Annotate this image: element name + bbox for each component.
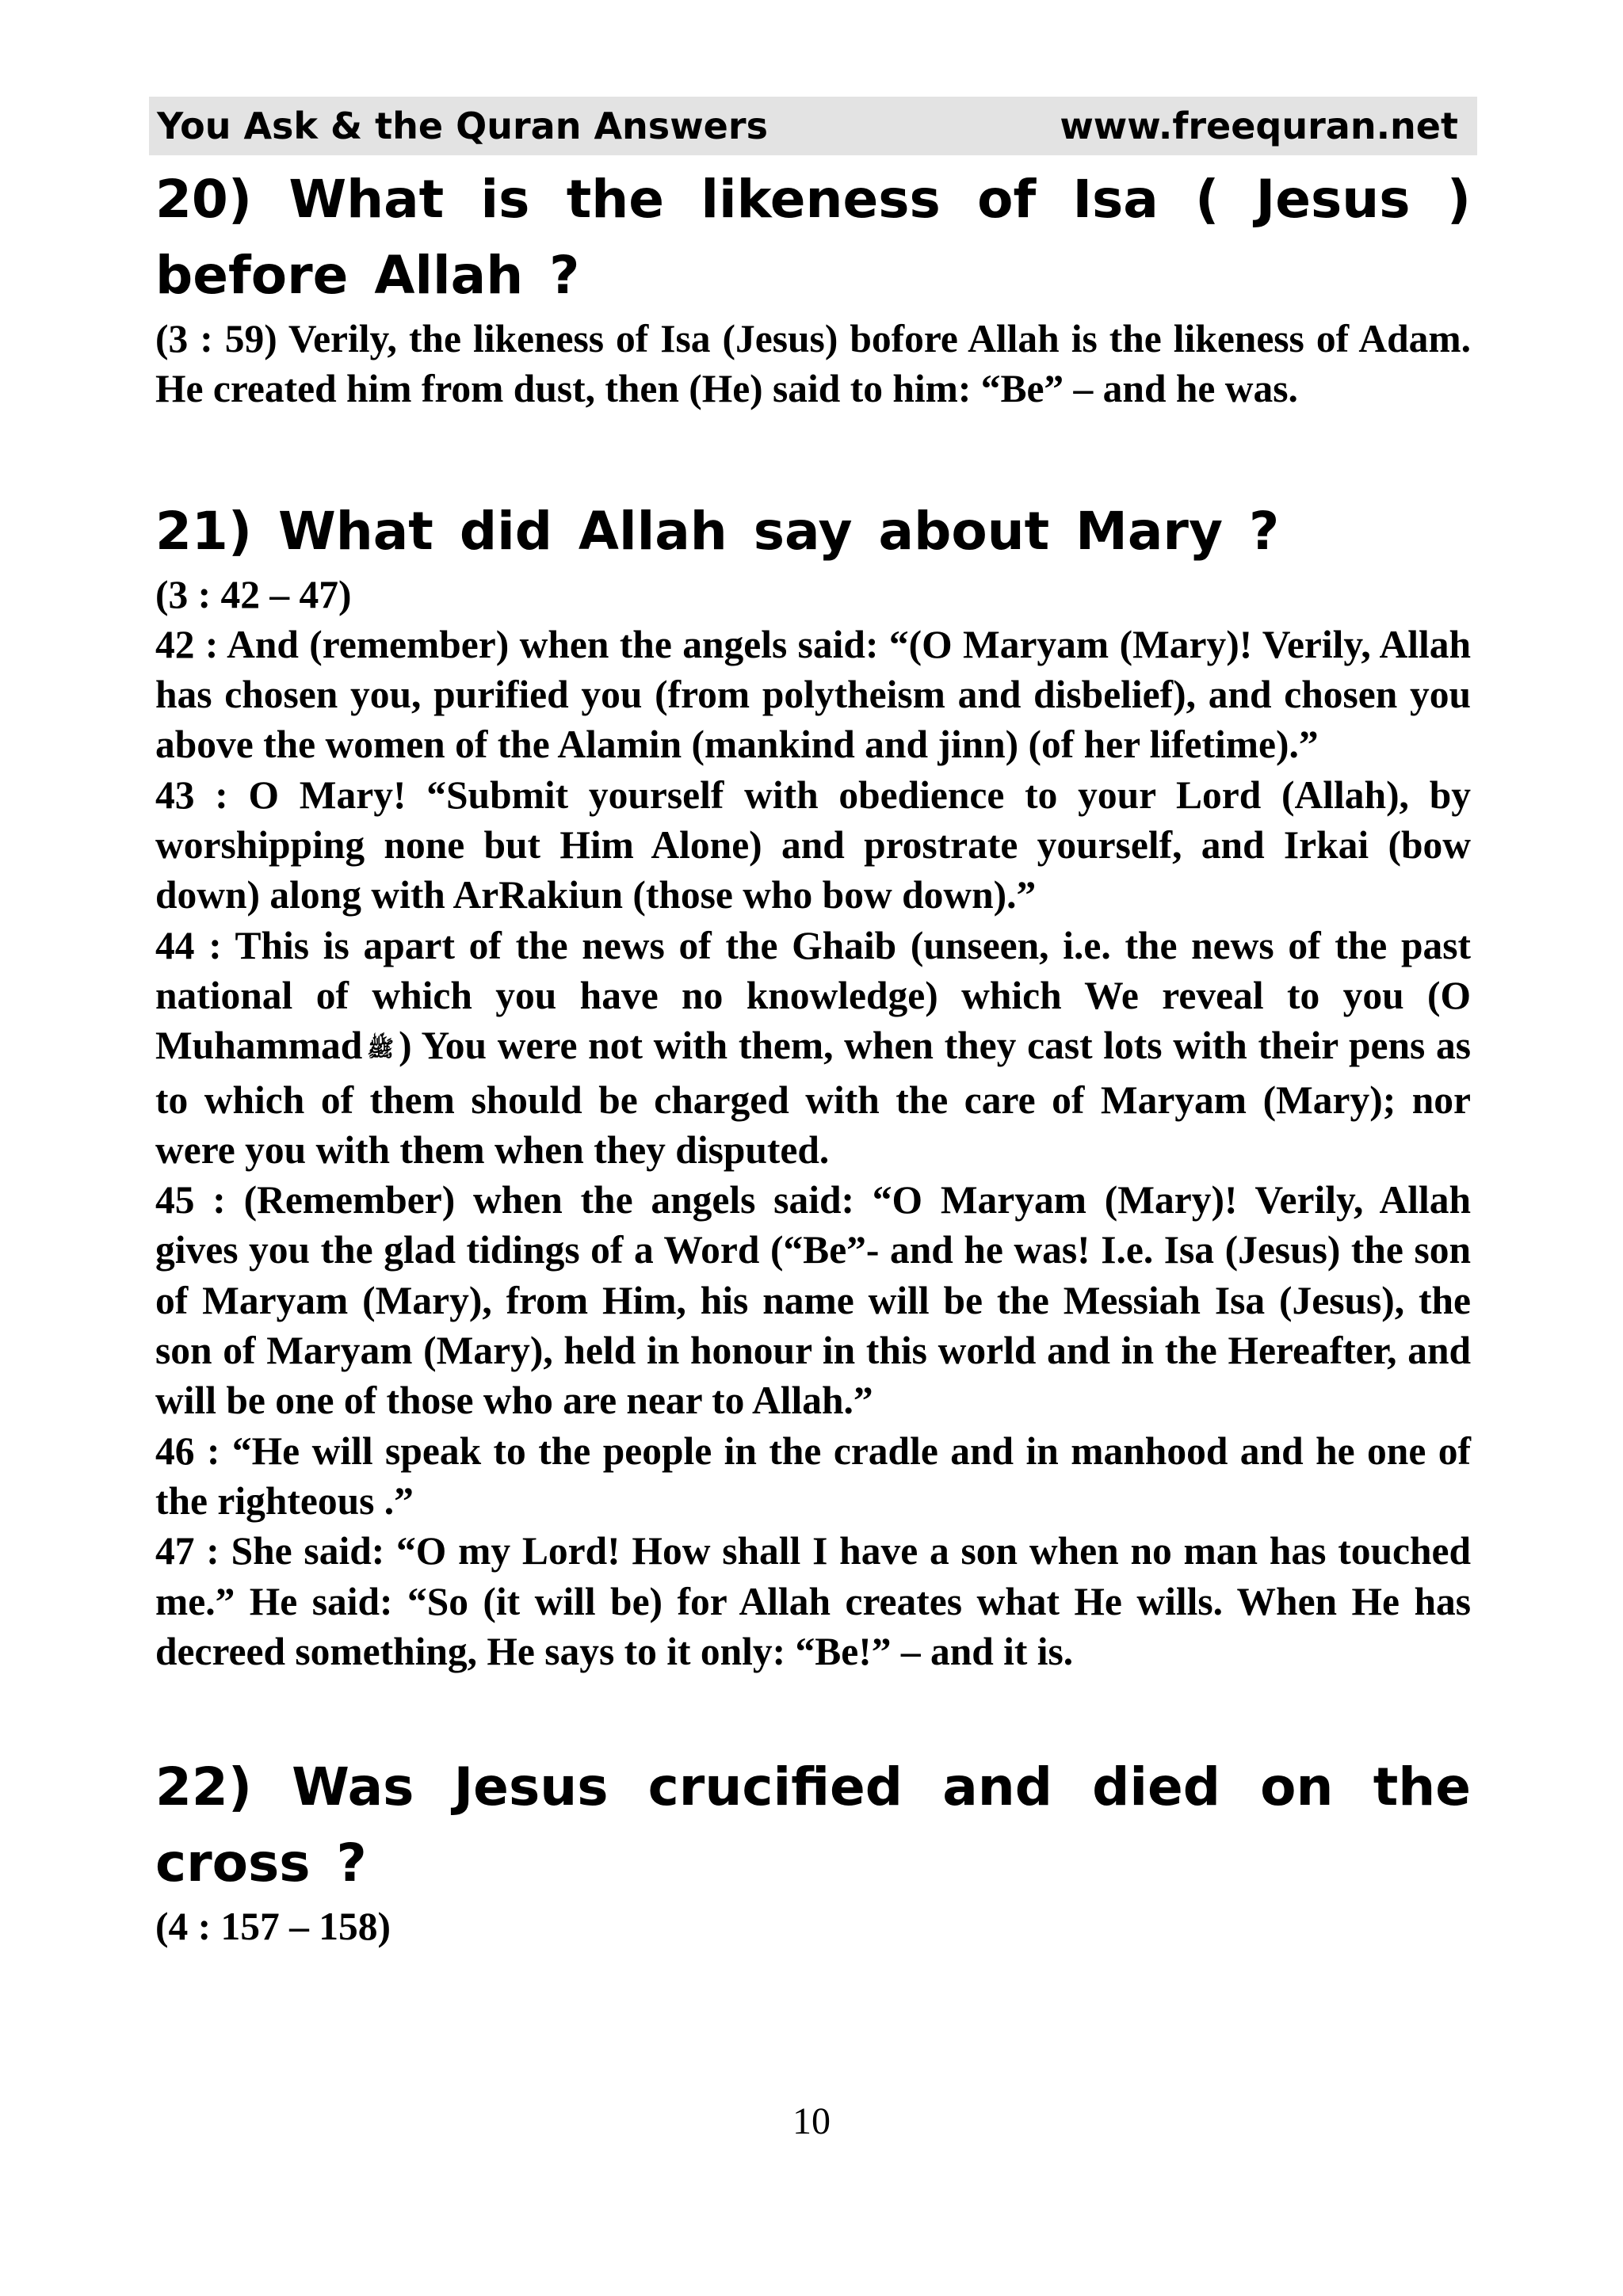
section-spacer (155, 1676, 1471, 1749)
verse-reference: (3 : 42 – 47) (155, 572, 352, 616)
running-header (149, 97, 1477, 155)
page-number: 10 (792, 2100, 831, 2142)
question-heading-21: 21) What did Allah say about Mary ? (155, 500, 1280, 562)
verse-44 (155, 921, 1471, 1175)
verse-3-59: (3 : 59) Verily, the likeness of Isa (Jesus) bofore Allah is the likeness of Adam. He created him from dust, then (He) said to him: “Be” – and he was. (155, 317, 1471, 411)
question-heading-20: 20) What is the likeness of Isa ( Jesus ) before Allah ? (155, 169, 1471, 306)
book-title: You Ask & the Quran Answers (157, 105, 768, 147)
verse-43: 43 : O Mary! “Submit yourself with obedience to your Lord (Allah), by worshipping none but Him Alone) and prostrate yourself, and Irkai (bow down) along with ArRakiun (those who bow down).” (155, 772, 1471, 917)
verse-44-part-2: ) You were not with them, when they cast lots with their pens as to which of them should be charged with the care of Maryam (Mary); nor were you with them when they disputed. (155, 1024, 1471, 1172)
honorific-symbol: ﷺ (367, 1037, 395, 1062)
question-heading-22: 22) Was Jesus crucified and died on the cross ? (155, 1756, 1471, 1894)
section-spacer (155, 414, 1471, 494)
website-url: www.freequran.net (1060, 105, 1458, 147)
verse-reference: (4 : 157 – 158) (155, 1905, 391, 1949)
verse-44-part-1: 44 : This is apart of the news of the Ghaib (unseen, i.e. the news of the past national of which you have no knowledge) which We reveal to you (O Muhammad (155, 923, 1471, 1068)
verse-45: 45 : (Remember) when the angels said: “O Maryam (Mary)! Verily, Allah gives you the glad tidings of a Word (“Be”- and he was! I.e. Isa (Jesus) the son of Maryam (Mary), from Him, his name will be the Messiah Isa (Jesus), the son of Maryam (Mary), held in honour in this world and in the Hereafter, and will be one of those who are near to Allah.” (155, 1178, 1471, 1423)
verse-46: 46 : “He will speak to the people in the cradle and in manhood and he one of the righteous .” (155, 1428, 1471, 1523)
verse-47: 47 : She said: “O my Lord! How shall I have a son when no man has touched me.” He said: “So (it will be) for Allah creates what He wills. When He has decreed something, He says to it only: “Be!” – and it is. (155, 1529, 1471, 1673)
page-content (155, 162, 1471, 1951)
verse-42: 42 : And (remember) when the angels said: “(O Maryam (Mary)! Verily, Allah has chosen you, purified you (from polytheism and disbelief), and chosen you above the women of the Alamin (mankind and jinn) (of her lifetime).” (155, 622, 1471, 767)
